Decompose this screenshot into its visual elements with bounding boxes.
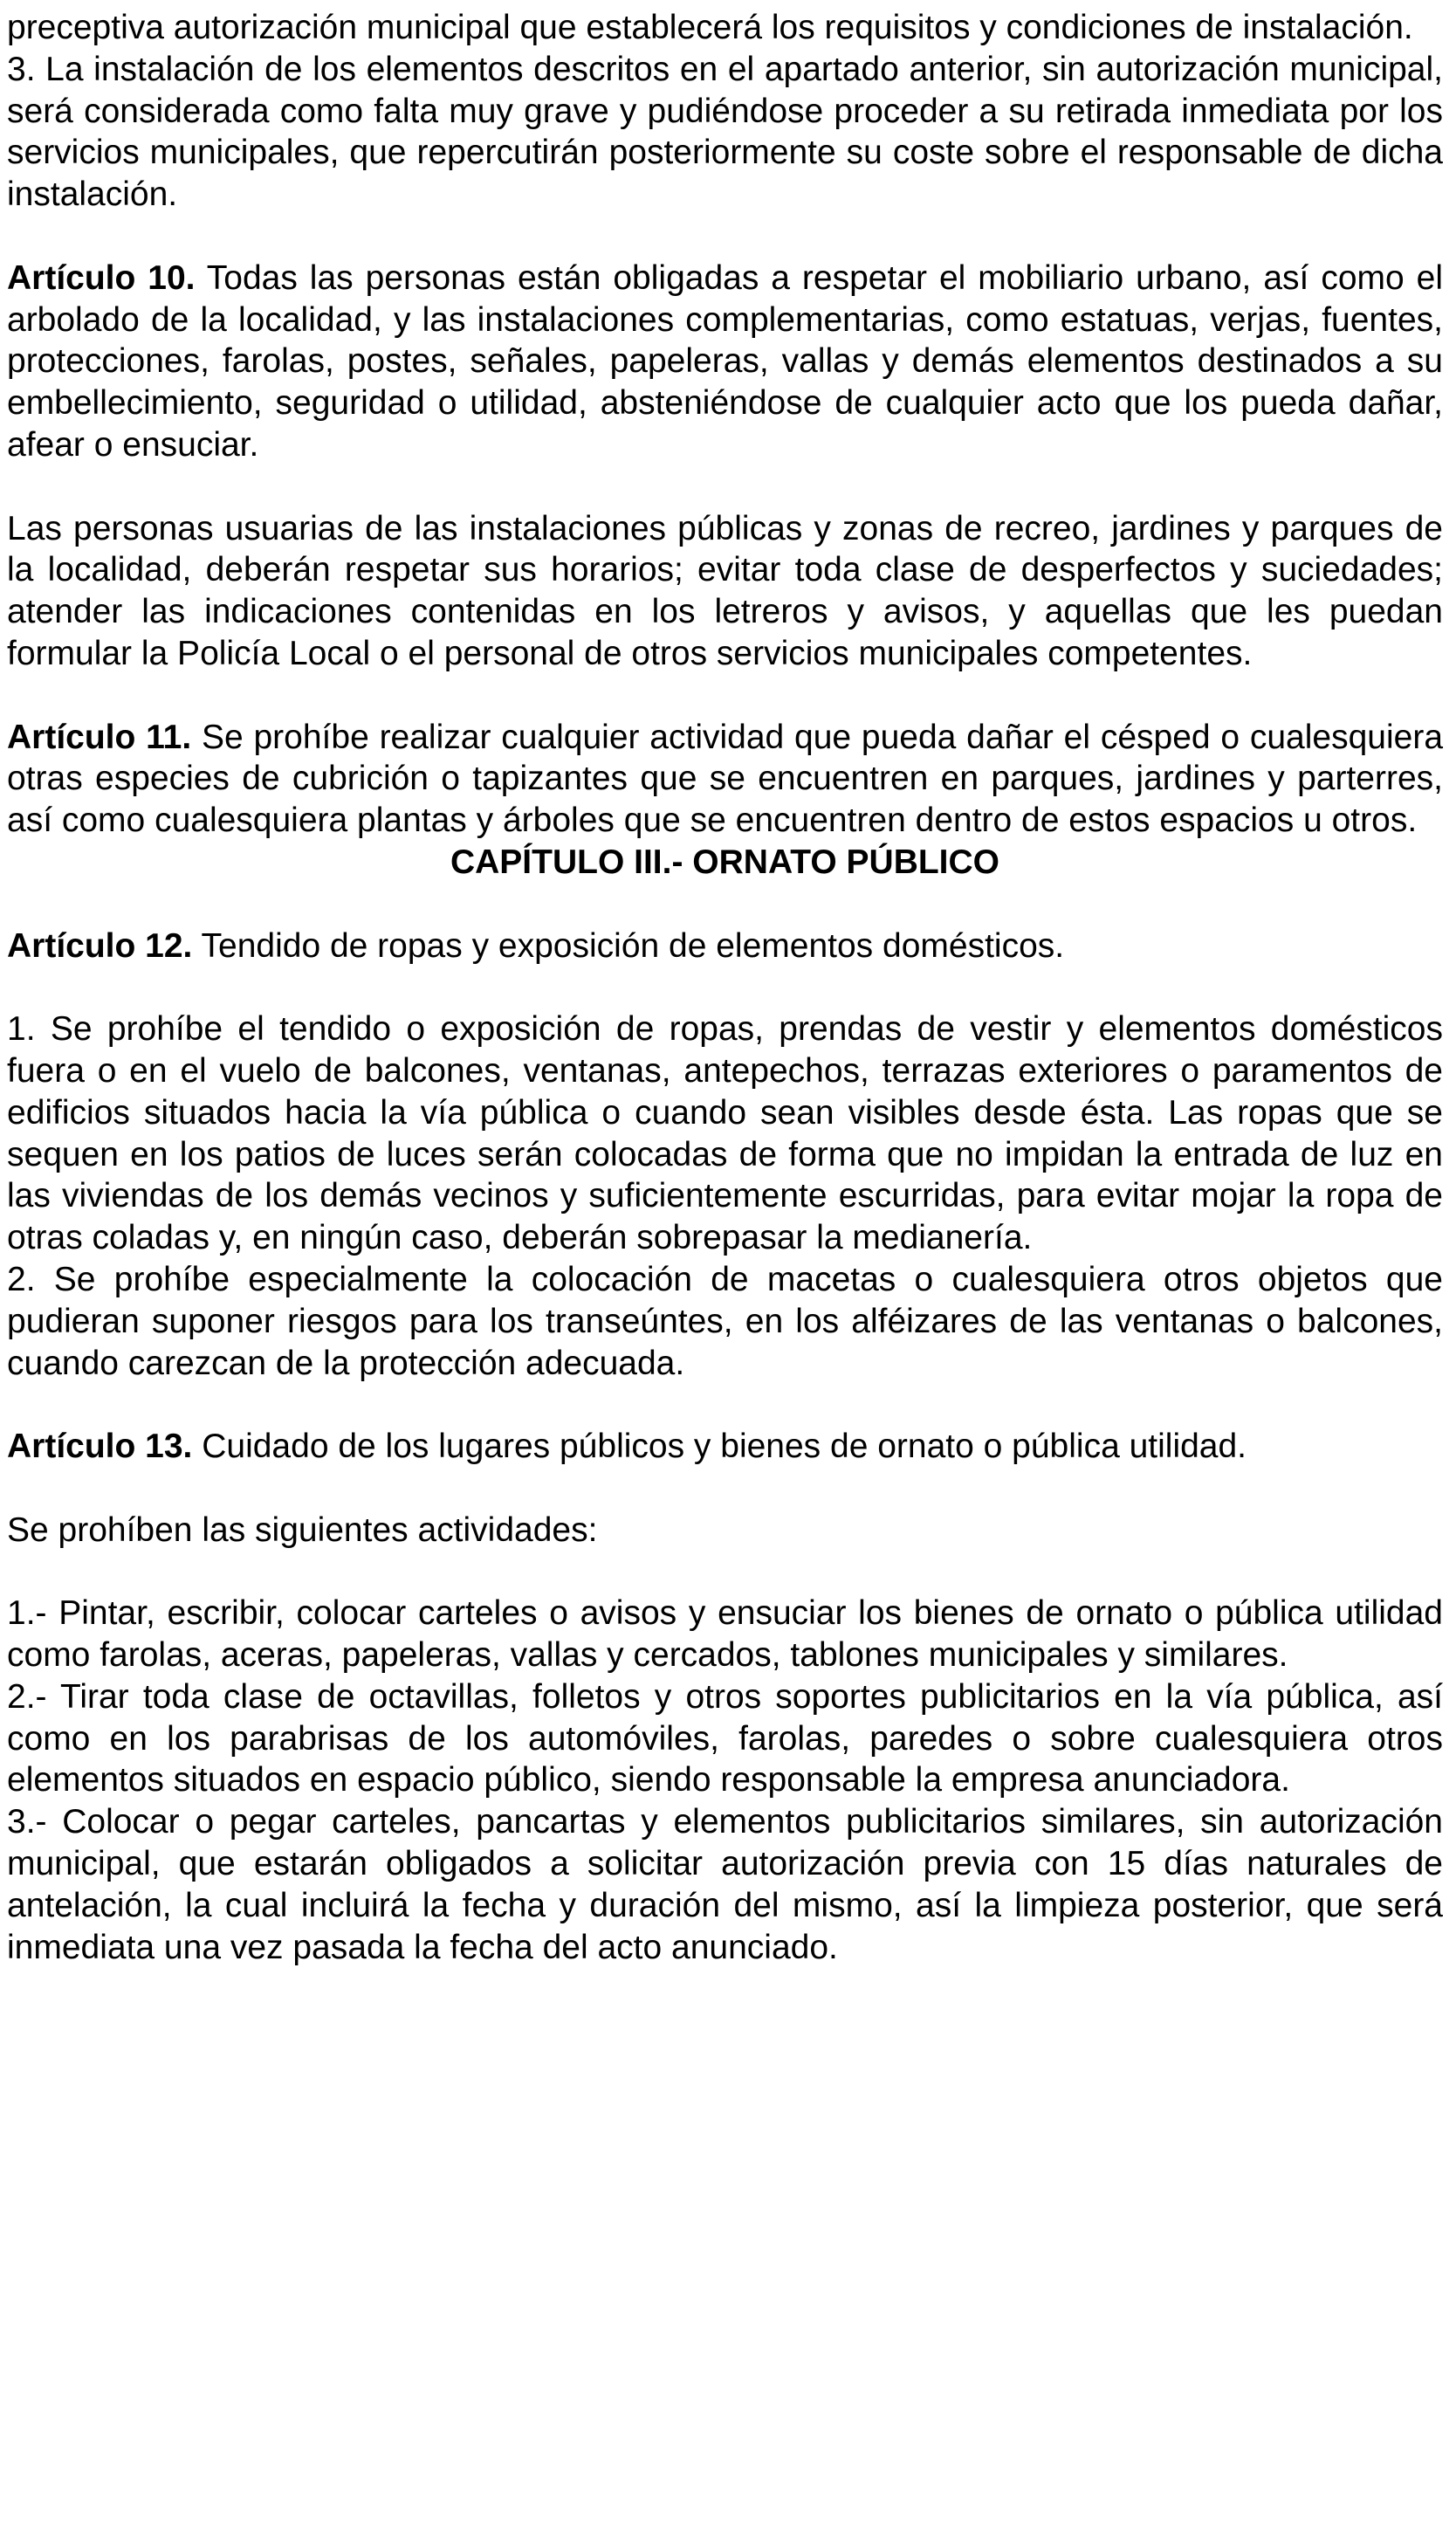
article-13-title: Cuidado de los lugares públicos y bienes de ornato o pública utilidad. xyxy=(192,1428,1247,1466)
article-11-heading: Artículo 11. xyxy=(7,718,192,756)
chapter-title: CAPÍTULO III.- ORNATO PÚBLICO xyxy=(450,843,1000,881)
article-11-text: Se prohíbe realizar cualquier actividad que pueda dañar el césped o cualesquiera otras especies de cubrición o tapizantes que se encuentren en parques, jardines y parterres, así como cualesquiera plantas y árboles que se encuentren dentro de estos espacios u otros. xyxy=(7,718,1444,840)
article-10 xyxy=(7,258,1443,466)
article-10-heading: Artículo 10. xyxy=(7,258,196,297)
continuation-paragraph: preceptiva autorización municipal que establecerá los requisitos y condiciones de instalación. xyxy=(7,9,1413,46)
item-3-paragraph: 3. La instalación de los elementos descritos en el apartado anterior, sin autorización municipal, será considerada como falta muy grave y pudiéndose proceder a su retirada inmediata por los servicios municipales, que repercutirán posteriormente su coste sobre el responsable de dicha instalación. xyxy=(7,50,1443,214)
article-12 xyxy=(7,926,1443,967)
article-13-heading: Artículo 13. xyxy=(7,1428,193,1466)
article-13-item-3: 3.- Colocar o pegar carteles, pancartas y elementos publicitarios similares, sin autorización municipal, que estarán obligados a solicitar autorización previa con 15 días naturales de antelación, la cual incluirá la fecha y duración del mismo, así la limpieza posterior, que será inmediata una vez pasada la fecha del acto anunciado. xyxy=(7,1803,1443,1966)
article-12-heading: Artículo 12. xyxy=(7,926,193,965)
article-10-paragraph-2: Las personas usuarias de las instalaciones públicas y zonas de recreo, jardines y parques de la localidad, deberán respetar sus horarios; evitar toda clase de desperfectos y suciedades; atender las indicaciones contenidas en los letreros y avisos, y aquellas que les puedan formular la Policía Local o el personal de otros servicios municipales competentes. xyxy=(7,509,1443,672)
article-10-text: Todas las personas están obligadas a respetar el mobiliario urbano, así como el arbolado de la localidad, y las instalaciones complementarias, como estatuas, verjas, fuentes, protecciones, farolas, postes, señales, papeleras, vallas y demás elementos destinados a su embellecimiento, seguridad o utilidad, absteniéndose de cualquier acto que los pueda dañar, afear o ensuciar. xyxy=(7,258,1444,464)
article-13-item-2: 2.- Tirar toda clase de octavillas, folletos y otros soportes publicitarios en la vía pública, así como en los parabrisas de los automóviles, farolas, paredes o sobre cualesquiera otros elementos situados en espacio público, siendo responsable la empresa anunciadora. xyxy=(7,1677,1443,1799)
article-13-item-1: 1.- Pintar, escribir, colocar carteles o avisos y ensuciar los bienes de ornato o pública utilidad como farolas, aceras, papeleras, vallas y cercados, tablones municipales y similares. xyxy=(7,1594,1443,1675)
article-11 xyxy=(7,717,1443,842)
article-13-intro: Se prohíben las siguientes actividades: xyxy=(7,1510,598,1549)
document-page xyxy=(7,7,1443,1968)
article-13 xyxy=(7,1426,1443,1468)
article-12-item-2: 2. Se prohíbe especialmente la colocación de macetas o cualesquiera otros objetos que pudieran suponer riesgos para los transeúntes, en los alféizares de las ventanas o balcones, cuando carezcan de la protección adecuada. xyxy=(7,1260,1443,1382)
article-12-item-1: 1. Se prohíbe el tendido o exposición de ropas, prendas de vestir y elementos domésticos fuera o en el vuelo de balcones, ventanas, antepechos, terrazas exteriores o paramentos de edificios situados hacia la vía pública o cuando sean visibles desde ésta. Las ropas que se sequen en los patios de luces serán colocadas de forma que no impidan la entrada de luz en las viviendas de los demás vecinos y suficientemente escurridas, para evitar mojar la ropa de otras coladas y, en ningún caso, deberán sobrepasar la medianería. xyxy=(7,1010,1443,1257)
article-12-title: Tendido de ropas y exposición de elementos domésticos. xyxy=(192,926,1065,965)
